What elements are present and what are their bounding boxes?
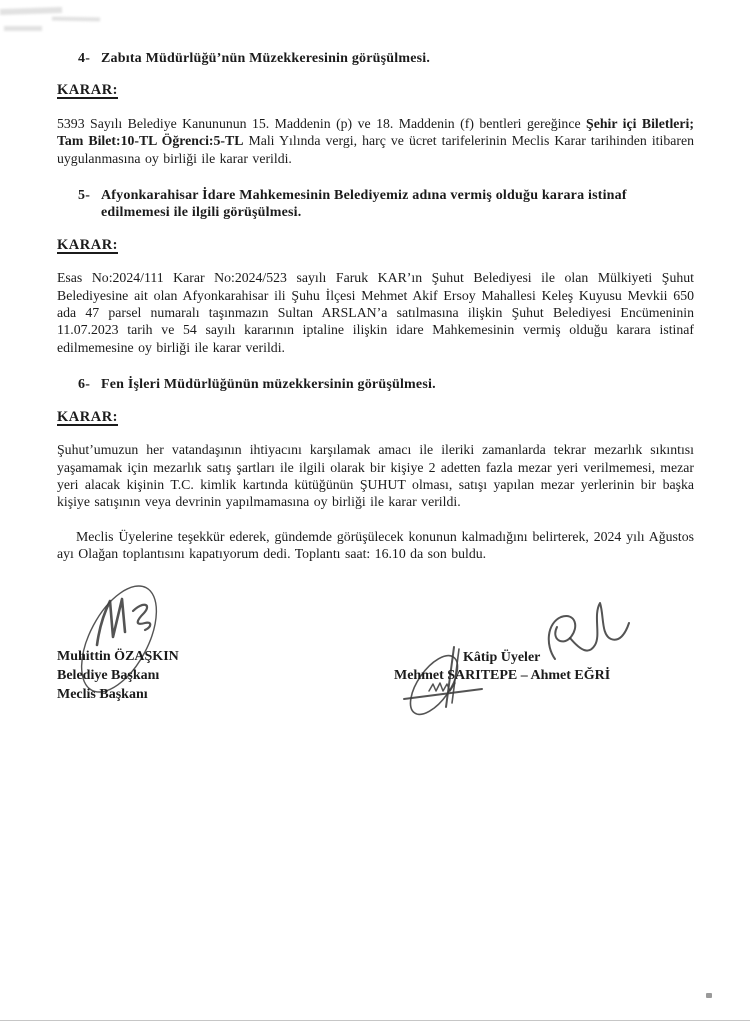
karar-label: KARAR: xyxy=(57,236,118,253)
agenda-item-title: Fen İşleri Müdürlüğünün müzekkersinin görüşülmesi. xyxy=(101,377,436,393)
agenda-item-number: 4- xyxy=(78,51,91,66)
signature-block xyxy=(57,567,694,827)
scan-smudge xyxy=(52,17,100,22)
mayor-name: Muhittin ÖZAŞKIN xyxy=(57,648,179,664)
mayor-title-1: Belediye Başkanı xyxy=(57,667,160,683)
decision-text: Mali Yılında vergi, harç ve ücret tarifelerinin Meclis Karar tarihinden itibaren uygulanmasına oy birliği ile karar verildi. xyxy=(57,133,694,166)
decision-paragraph-6: Şuhut’umuzun her vatandaşının ihtiyacını karşılamak amacı ile ileriki zamanlarda tekrar mezarlık sıkıntısı yaşamamak için mezarlık satış şartları ile ilgili olarak bir kişiye 2 adetten fazla mezar yeri verilmemesi, mezar yeri alacak kişinin T.C. kimlik kartında kütüğünün ŞUHUT olması, satışı yapılan mezar yerlerinin bir başka kişiye satışının veya devrinin yapılmamasına oy birliği ile karar verildi. xyxy=(57,442,694,510)
agenda-item-number: 5- xyxy=(78,188,91,204)
scan-smudge xyxy=(0,7,62,15)
scan-speck xyxy=(706,993,712,998)
clerk-members-names: Mehmet SARITEPE – Ahmet EĞRİ xyxy=(394,667,611,683)
decision-paragraph-5: Esas No:2024/111 Karar No:2024/523 sayılı Faruk KAR’ın Şuhut Belediyesi ile olan Mülkiyeti Şuhut Belediyesine ait olan Afyonkarahisar ili Şuhu İlçesi Mehmet Akif Ersoy Mahallesi Keleş Kuyusu Mevkii 650 ada 47 parsel numaralı taşınmazın Sultan ARSLAN’a satılmasına ilişkin Şuhut Belediyesi Encümeninin 11.07.2023 tarih ve 54 sayılı kararının iptaline ilişkin idare Mahkemesinin vermiş olduğu karara istinaf edilmemesine oy birliği ile karar verildi. xyxy=(57,270,694,355)
agenda-item-5-heading xyxy=(57,187,694,222)
signature-mark-clerk-1 xyxy=(537,595,632,675)
mayor-signature-text xyxy=(57,647,179,704)
document-content xyxy=(57,50,694,827)
agenda-item-title: Zabıta Müdürlüğü’nün Müzekkeresinin görüşülmesi. xyxy=(101,51,431,66)
agenda-item-number: 6- xyxy=(78,377,91,393)
clerk-members-label: Kâtip Üyeler xyxy=(463,649,541,665)
decision-text: 5393 Sayılı Belediye Kanununun 15. Maddenin (p) ve 18. Maddenin (f) bentleri gereğince xyxy=(57,115,587,131)
karar-label: KARAR: xyxy=(57,408,118,425)
scan-smudge xyxy=(4,26,42,31)
scan-edge-line xyxy=(0,1020,750,1021)
agenda-item-title: Afyonkarahisar İdare Mahkemesinin Belediyemiz adına vermiş olduğu karara istinaf edilmemesi ile ilgili görüşülmesi. xyxy=(101,188,627,221)
mayor-title-2: Meclis Başkanı xyxy=(57,686,148,702)
karar-label: KARAR: xyxy=(57,82,118,99)
closing-paragraph: Meclis Üyelerine teşekkür ederek, gündemde görüşülecek konunun kalmadığını belirterek, 2024 yılı Ağustos ayı Olağan toplantısını kapatıyorum dedi. Toplantı saat: 16.10 da son buldu. xyxy=(57,528,694,562)
decision-paragraph-4 xyxy=(57,115,694,167)
agenda-item-6-heading xyxy=(57,376,694,393)
agenda-item-4-heading xyxy=(57,50,694,67)
decision-text-bold: Şehir içi Biletleri; Tam Bilet:10-TL Öğrenci:5-TL xyxy=(57,115,694,149)
